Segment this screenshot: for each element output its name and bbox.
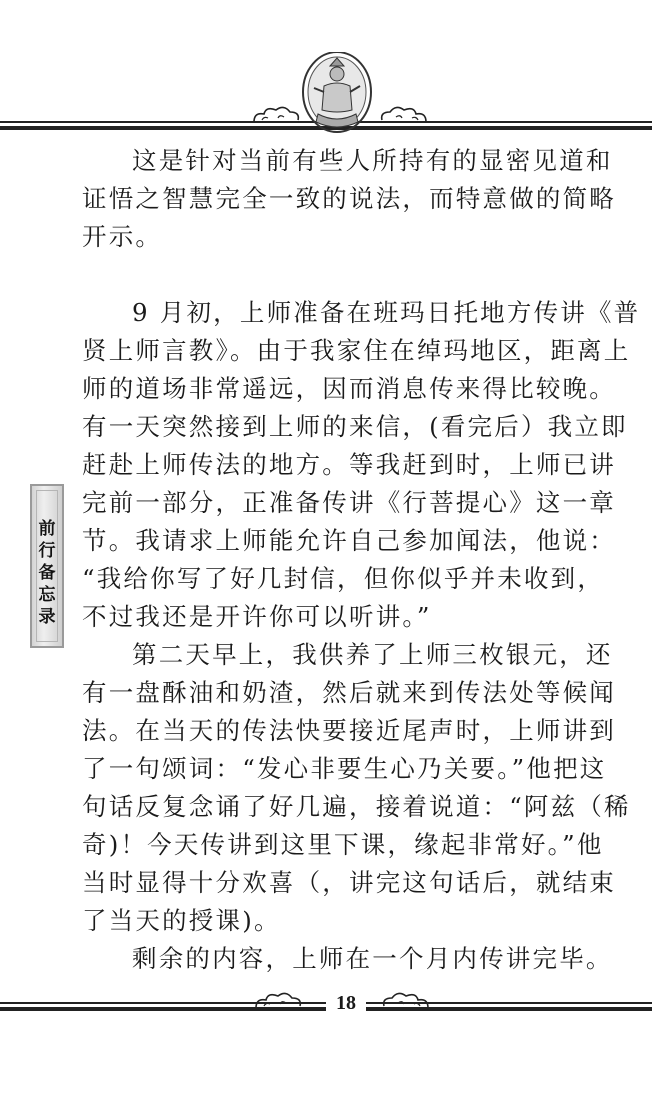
side-tab-char: 行 [38,541,56,561]
text-line: 第二天早上，我供养了上师三枚银元，还 [132,640,613,669]
side-tab-char: 前 [38,519,56,539]
text-line: 师的道场非常遥远，因而消息传来得比较晚。 [82,374,616,403]
text-line: 不过我还是开许你可以听讲。” [82,602,432,631]
text-line: 句话反复念诵了好几遍，接着说道：“阿兹（稀 [82,792,631,821]
side-tab-char: 备 [38,563,56,583]
text-line: 9 月初，上师准备在班玛日托地方传讲《普 [132,298,641,327]
text-line: 当时显得十分欢喜（，讲完这句话后，就结束 [82,868,616,897]
side-tab-char: 忘 [38,585,56,605]
text-line: 有一盘酥油和奶渣，然后就来到传法处等候闻 [82,678,616,707]
cloud-ornament-icon [252,990,304,1014]
cloud-ornament-icon [380,990,432,1014]
cloud-ornament-icon [250,104,302,128]
text-line: 贤上师言教》。由于我家住在绰玛地区，距离上 [82,336,631,365]
text-line: 了一句颂词：“发心非要生心乃关要。”他把这 [82,754,607,783]
text-line: 节。我请求上师能允许自己参加闻法，他说： [82,526,616,555]
side-tab [30,484,64,648]
text-line: 剩余的内容，上师在一个月内传讲完毕。 [132,944,613,973]
cloud-ornament-icon [378,104,430,128]
text-line: 这是针对当前有些人所持有的显密见道和 [132,146,613,175]
side-tab-char: 录 [38,607,56,627]
text-line: 有一天突然接到上师的来信，(看完后）我立即 [82,412,628,441]
text-line: 完前一部分，正准备传讲《行菩提心》这一章 [82,488,616,517]
text-line: 了当天的授课)。 [82,906,281,935]
text-line: “我给你写了好几封信，但你似乎并未收到， [82,564,605,593]
deity-figure-icon [300,52,374,136]
text-line: 法。在当天的传法快要接近尾声时，上师讲到 [82,716,616,745]
text-line: 证悟之智慧完全一致的说法，而特意做的简略 [82,184,616,213]
text-line: 开示。 [82,222,163,251]
text-line: 赶赴上师传法的地方。等我赶到时，上师已讲 [82,450,616,479]
page-number: 18 [326,992,366,1015]
text-line: 奇)！今天传讲到这里下课，缘起非常好。”他 [82,830,604,859]
